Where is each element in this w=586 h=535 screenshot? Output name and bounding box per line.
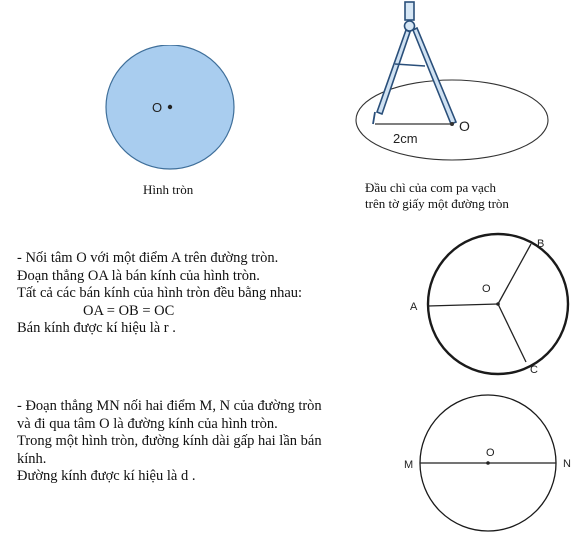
label-o-diameter: O	[486, 447, 495, 459]
radius-oa	[428, 304, 498, 306]
radius-line-3: Tất cả các bán kính của hình tròn đều bằng nhau:	[17, 285, 303, 301]
radius-line-5: Bán kính được kí hiệu là r .	[17, 320, 176, 336]
label-b: B	[537, 238, 545, 250]
diameter-line-4: kính.	[17, 450, 47, 467]
label-o: O	[482, 283, 491, 295]
compass-caption-line1: Đầu chì của com pa vạch	[365, 180, 497, 195]
diameter-line-3: Trong một hình tròn, đường kính dài gấp hai lần bán	[17, 433, 322, 449]
compass-center-dot	[450, 122, 454, 126]
label-n: N	[563, 458, 571, 470]
diameter-line-2: và đi qua tâm O là đường kính của hình tròn.	[17, 415, 278, 432]
compass-caption-line2: trên tờ giấy một đường tròn	[365, 196, 509, 211]
label-m: M	[404, 459, 414, 471]
radius-oc	[498, 304, 526, 362]
compass-center-label: O	[459, 118, 470, 134]
diameter-diagram	[400, 393, 586, 533]
compass-caption	[365, 180, 509, 212]
radius-line-1: - Nối tâm O với một điểm A trên đường tròn.	[17, 250, 279, 266]
radius-text	[17, 250, 302, 338]
radius-equation: OA = OB = OC	[83, 302, 175, 319]
radius-diagram	[400, 230, 580, 380]
radius-ob	[498, 244, 531, 304]
compass-icon	[373, 2, 456, 124]
diameter-text	[17, 398, 322, 486]
label-a: A	[410, 301, 418, 313]
filled-circle-caption: Hình tròn	[143, 182, 194, 197]
label-c: C	[530, 364, 538, 376]
filled-circle-figure	[100, 45, 240, 180]
point-o	[496, 302, 500, 306]
filled-circle-center-dot	[168, 105, 172, 109]
compass-figure	[355, 0, 555, 168]
diameter-line-5: Đường kính được kí hiệu là d .	[17, 468, 196, 484]
diameter-line-1: - Đoạn thẳng MN nối hai điểm M, N của đường tròn	[17, 398, 322, 414]
filled-circle-center-label: O	[152, 100, 163, 115]
point-o-diameter	[486, 461, 490, 465]
radius-line-2: Đoạn thẳng OA là bán kính của hình tròn.	[17, 267, 260, 284]
radius-measure-label: 2cm	[393, 131, 418, 146]
